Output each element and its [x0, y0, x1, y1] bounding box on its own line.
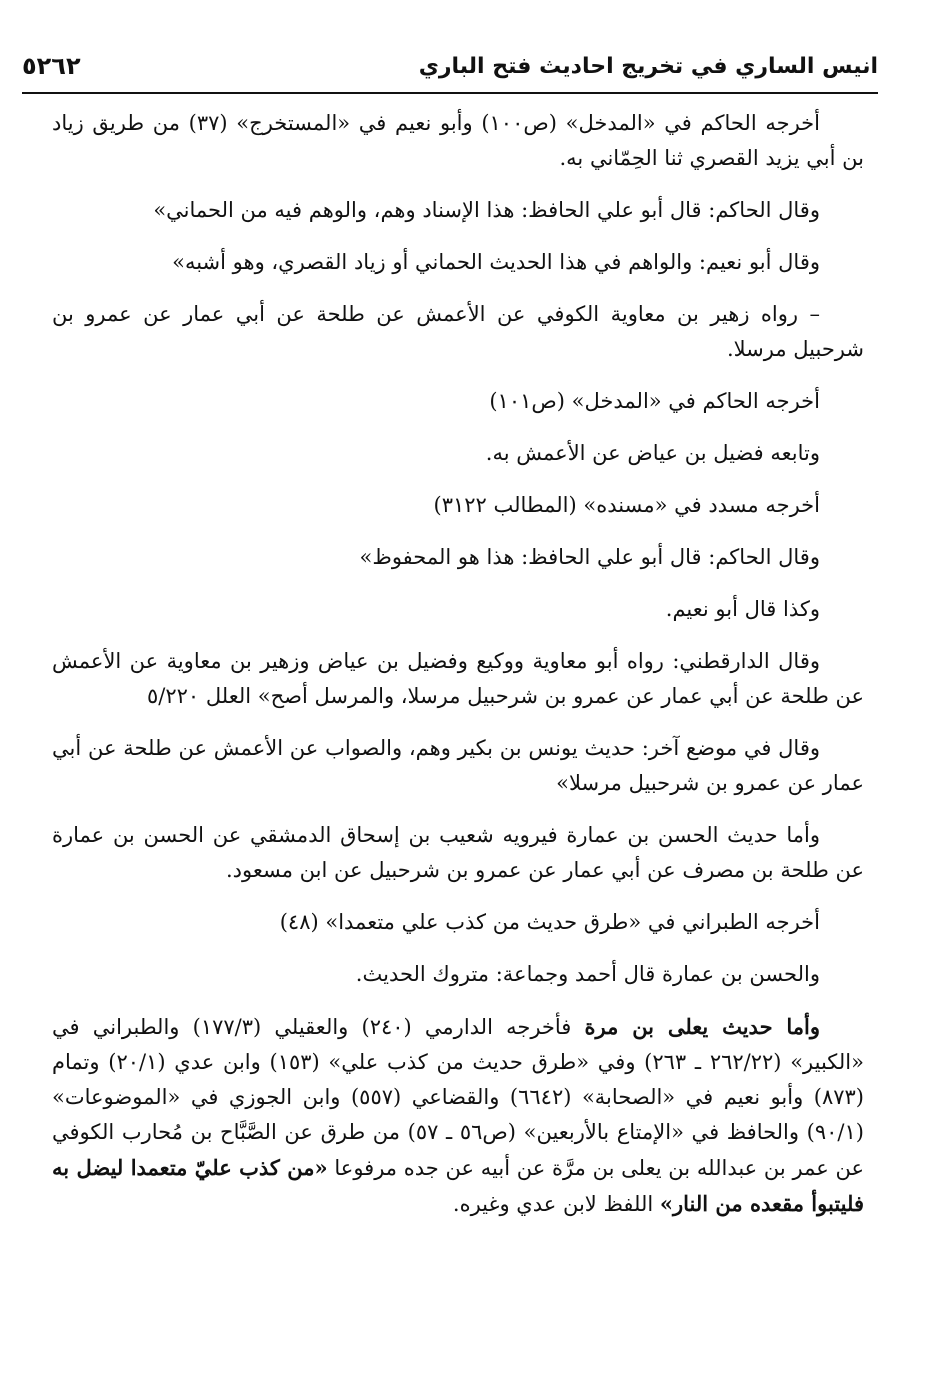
paragraph: وقال الحاكم: قال أبو علي الحافظ: هذا هو المحفوظ»: [359, 545, 820, 569]
paragraph: والحسن بن عمارة قال أحمد وجماعة: متروك الحديث.: [355, 962, 820, 986]
paragraph-tail: اللفظ لابن عدي وغيره.: [452, 1192, 660, 1216]
paragraph: أخرجه الطبراني في «طرق حديث من كذب علي متعمدا» (٤٨): [279, 910, 820, 934]
paragraph: وكذا قال أبو نعيم.: [665, 597, 820, 621]
paragraph: – رواه زهير بن معاوية الكوفي عن الأعمش عن طلحة عن أبي عمار عن عمرو بن شرحبيل مرسلا.: [52, 302, 864, 361]
paragraph: أخرجه مسدد في «مسنده» (المطالب ٣١٢٢): [433, 493, 820, 517]
page-body: [52, 106, 864, 1222]
paragraph: أخرجه الحاكم في «المدخل» (ص١٠٠) وأبو نعيم في «المستخرج» (٣٧) من طريق زياد بن أبي يزيد القصري ثنا الحِمّاني به.: [52, 111, 864, 170]
paragraph-body: فأخرجه الدارمي (٢٤٠) والعقيلي (١٧٧/٣) والطبراني في «الكبير» (٢٦٢/٢٢ ـ ٢٦٣) وفي «طرق حديث من كذب علي» (١٥٣) وابن عدي (٢٠/١) وتمام (٨٧٣) وأبو نعيم في «الصحابة» (٦٦٤٢) والقضاعي (٥٥٧) وابن الجوزي في «الموضوعات» (٩٠/١) والحافظ في «الإمتاع بالأربعين» (ص٥٦ ـ ٥٧) من طرق عن الصَّبَّاح بن مُحارب الكوفي عن عمر بن عبدالله بن يعلى بن مرَّة عن أبيه عن جده مرفوعا: [52, 1015, 865, 1180]
paragraph: وأما حديث الحسن بن عمارة فيرويه شعيب بن إسحاق الدمشقي عن الحسن بن عمارة عن طلحة بن مصرف عن أبي عمار عن عمرو بن شرحبيل عن ابن مسعود.: [52, 823, 864, 882]
paragraph: وقال الدارقطني: رواه أبو معاوية ووكيع وفضيل بن عياض وزهير بن معاوية عن الأعمش عن طلحة عن أبي عمار عن عمرو بن شرحبيل مرسلا، والمرسل أصح» العلل ٥/٢٢٠: [52, 649, 864, 708]
paragraph: وقال الحاكم: قال أبو علي الحافظ: هذا الإسناد وهم، والوهم فيه من الحماني»: [153, 198, 820, 222]
bold-lead: وأما حديث يعلى بن مرة: [584, 1014, 821, 1039]
page-number: ٥٢٦٢: [22, 52, 81, 80]
final-paragraph: [52, 1009, 864, 1222]
running-title: انيس الساري في تخريج احاديث فتح الباري: [418, 53, 878, 79]
paragraph: وتابعه فضيل بن عياض عن الأعمش به.: [485, 441, 820, 465]
paragraph: وقال في موضع آخر: حديث يونس بن بكير وهم، والصواب عن الأعمش عن طلحة عن أبي عمار عن عمرو بن شرحبيل مرسلا»: [52, 736, 864, 795]
paragraph: وقال أبو نعيم: والواهم في هذا الحديث الحماني أو زياد القصري، وهو أشبه»: [172, 250, 820, 274]
page-header: [22, 40, 878, 94]
hadith-quote: «من كذب عليّ متعمدا ليضل به فليتبوأ مقعده من النار»: [52, 1155, 864, 1216]
paragraph: أخرجه الحاكم في «المدخل» (ص١٠١): [489, 389, 820, 413]
